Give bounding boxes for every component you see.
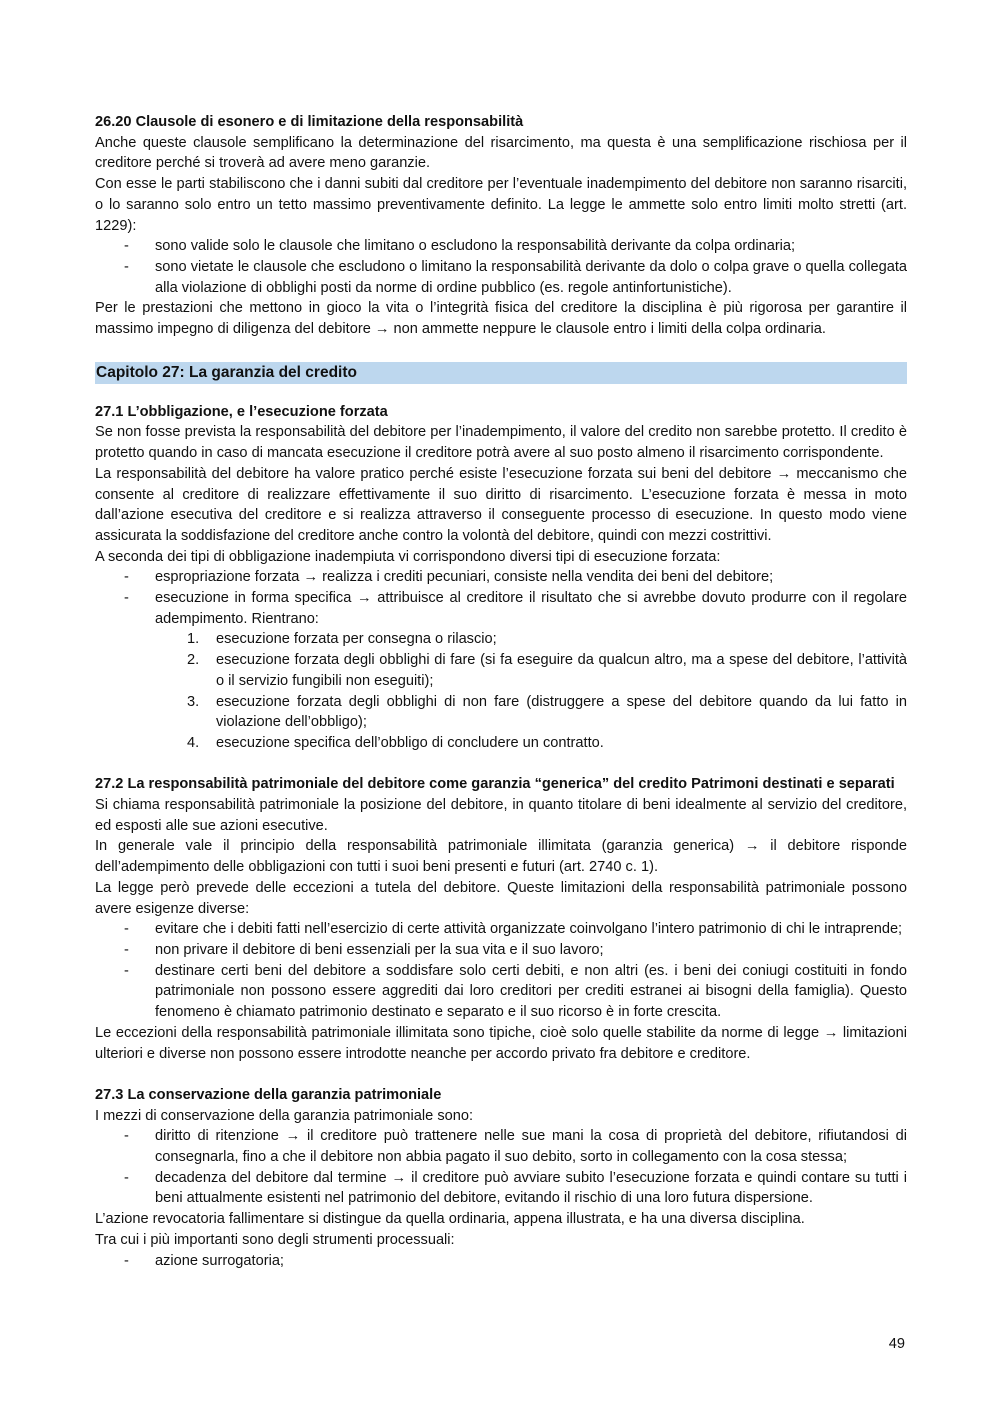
paragraph: La legge però prevede delle eccezioni a tutela del debitore. Queste limitazioni della responsabilità patrimoniale possono avere esigenze diverse: — [95, 879, 907, 917]
paragraph: Tra cui i più importanti sono degli strumenti processuali: — [95, 1231, 455, 1248]
numbered-item — [95, 629, 907, 650]
bullet-list — [95, 567, 907, 629]
bullet-list — [95, 919, 907, 1023]
paragraph: A seconda dei tipi di obbligazione inadempiuta vi corrispondono diversi tipi di esecuzione forzata: — [95, 548, 721, 565]
section-title-27-1: 27.1 L’obbligazione, e l’esecuzione forzata — [95, 403, 388, 420]
paragraph: Anche queste clausole semplificano la determinazione del risarcimento, ma questa è una semplificazione rischiosa per il creditore perché si troverà ad avere meno garanzie. — [95, 134, 907, 172]
paragraph: Le eccezioni della responsabilità patrimoniale illimitata sono tipiche, cioè solo quelle stabilite da norme di legge → limitazioni ulteriori e diverse non possono essere introdotte neanche per accordo privato fra debitore e creditore. — [95, 1024, 907, 1062]
page-number: 49 — [888, 1336, 905, 1352]
item-text: esecuzione forzata degli obblighi di fare (si fa eseguire da qualcun altro, ma a spese del debitore, l’attività o il servizio fungibili non eseguiti); — [216, 652, 907, 689]
numbered-item — [95, 650, 907, 691]
paragraph: L’azione revocatoria fallimentare si distingue da quella ordinaria, appena illustrata, e ha una diversa disciplina. — [95, 1211, 805, 1228]
list-item: - non privare il debitore di beni essenziali per la sua vita e il suo lavoro; — [95, 940, 907, 961]
list-item: - espropriazione forzata → realizza i crediti pecuniari, consiste nella vendita dei beni del debitore; — [95, 567, 907, 588]
chapter-heading: Capitolo 27: La garanzia del credito — [95, 362, 907, 384]
paragraph: La responsabilità del debitore ha valore pratico perché esiste l’esecuzione forzata sui beni del debitore → meccanismo che consente al creditore di realizzare effettivamente il suo diritto di risarcimento. L’esecuzione forzata è messa in moto dall’azione esecutiva del creditore e si realizza attraverso il conseguente processo di esecuzione. In questo modo viene assicurata la soddisfazione del creditore anche contro la volontà del debitore, quindi con mezzi costrittivi. — [95, 465, 907, 544]
paragraph: Se non fosse prevista la responsabilità del debitore per l’inadempimento, il valore del credito non sarebbe protetto. Il credito è protetto quando in caso di mancata esecuzione il creditore potrà avere al suo posto almeno il risarcimento corrispondente. — [95, 424, 907, 462]
document-page — [95, 112, 907, 1271]
item-text: esecuzione forzata degli obblighi di non fare (distruggere a spese del debitore quando da lui fatto in violazione dell’obbligo); — [216, 693, 907, 731]
item-number: 3. — [187, 693, 200, 710]
list-item: - destinare certi beni del debitore a soddisfare solo certi debiti, e non altri (es. i beni dei coniugi costituiti in fondo patrimoniale non possono essere aggrediti dai loro creditori per crediti estranei ai bisogni della famiglia). Questo fenomeno è chiamato patrimonio destinato e separato e il suo ricorso è in forte crescita. — [95, 961, 907, 1023]
item-number: 2. — [187, 652, 200, 669]
list-item: - azione surrogatoria; — [95, 1251, 907, 1272]
numbered-item — [95, 733, 907, 754]
numbered-list — [95, 629, 907, 753]
list-item: - esecuzione in forma specifica → attribuisce al creditore il risultato che si avrebbe dovuto produrre con il regolare adempimento. Rientrano: — [95, 588, 907, 629]
bullet-list — [95, 236, 907, 298]
paragraph: I mezzi di conservazione della garanzia patrimoniale sono: — [95, 1107, 474, 1124]
paragraph: In generale vale il principio della responsabilità patrimoniale illimitata (garanzia generica) → il debitore risponde dell’adempimento delle obbligazioni con tutti i suoi beni presenti e futuri (art. 2740 c. 1). — [95, 838, 907, 876]
paragraph: Si chiama responsabilità patrimoniale la posizione del debitore, in quanto titolare di beni idealmente al servizio del creditore, ed esposti alle sue azioni esecutive. — [95, 797, 907, 834]
list-item: - decadenza del debitore dal termine → il creditore può avviare subito l’esecuzione forzata e quindi contare su tutti i beni attualmente esistenti nel patrimonio del debitore, evitando il rischio di una loro futura dispersione. — [95, 1168, 907, 1209]
list-item: - diritto di ritenzione → il creditore può trattenere nelle sue mani la cosa di proprietà del debitore, rifiutandosi di consegnarla, fino a che il debitore non abbia pagato il suo debito, sorto in collegamento con la cosa stessa; — [95, 1126, 907, 1167]
section-title-26-20: 26.20 Clausole di esonero e di limitazione della responsabilità — [95, 114, 524, 130]
item-number: 1. — [187, 631, 200, 648]
paragraph: Per le prestazioni che mettono in gioco la vita o l’integrità fisica del creditore la disciplina è più rigorosa per garantire il massimo impegno di diligenza del debitore → non ammette neppure le clausole entro i limiti della colpa ordinaria. — [95, 300, 907, 338]
list-item: - evitare che i debiti fatti nell’esercizio di certe attività organizzate coinvolgano l’intero patrimonio di chi le intraprende; — [95, 919, 907, 940]
bullet-list — [95, 1251, 907, 1272]
item-number: 4. — [187, 734, 200, 751]
item-text: esecuzione specifica dell’obbligo di concludere un contratto. — [216, 734, 604, 751]
numbered-item — [95, 692, 907, 733]
list-item: - sono valide solo le clausole che limitano o escludono la responsabilità derivante da colpa ordinaria; — [95, 236, 907, 257]
bullet-list — [95, 1126, 907, 1209]
list-item: - sono vietate le clausole che escludono o limitano la responsabilità derivante da dolo o colpa grave o quella collegata alla violazione di obblighi posti da norme di ordine pubblico (es. regole antinfortunistiche). — [95, 257, 907, 298]
item-text: esecuzione forzata per consegna o rilascio; — [216, 631, 497, 648]
section-title-27-3: 27.3 La conservazione della garanzia patrimoniale — [95, 1086, 442, 1103]
section-title-27-2: 27.2 La responsabilità patrimoniale del debitore come garanzia “generica” del credito Patrimoni destinati e separati — [95, 776, 895, 793]
paragraph: Con esse le parti stabiliscono che i danni subiti dal creditore per l’eventuale inadempimento del debitore non saranno risarciti, o lo saranno solo entro un tetto massimo preventivamente definito. La legge le ammette solo entro limiti molto stretti (art. 1229): — [95, 176, 907, 234]
